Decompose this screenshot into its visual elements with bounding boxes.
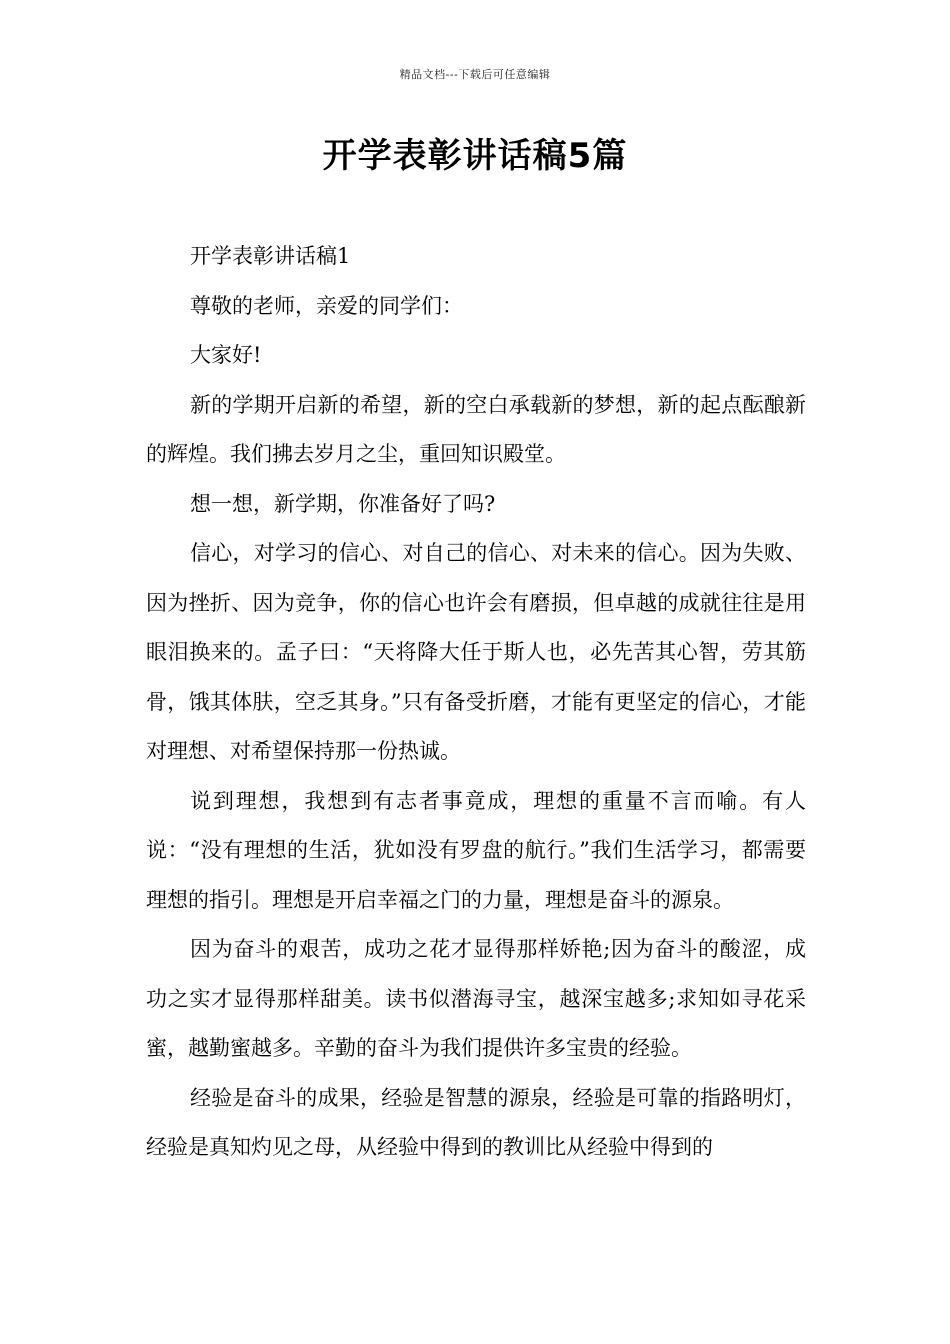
paragraph: 想一想，新学期，你准备好了吗? (190, 491, 496, 516)
section-heading: 开学表彰讲话稿1 (190, 244, 351, 268)
header-note: 精品文档---下载后可任意编辑 (399, 68, 551, 81)
paragraph: 说到理想，我想到有志者事竟成，理想的重量不言而喻。有人说：“没有理想的生活，犹如没有罗盘的航行。”我们生活学习，都需要理想的指引。理想是开启幸福之门的力量，理想是奋斗的源泉。 (146, 788, 806, 912)
document-title: 开学表彰讲话稿5篇 (322, 136, 628, 176)
paragraph: 因为奋斗的艰苦，成功之花才显得那样娇艳;因为奋斗的酸涩，成功之实才显得那样甜美。读书似潜海寻宝，越深宝越多;求知如寻花采蜜，越勤蜜越多。辛勤的奋斗为我们提供许多宝贵的经验。 (146, 937, 806, 1060)
paragraph: 经验是奋斗的成果，经验是智慧的源泉，经验是可靠的指路明灯，经验是真知灼见之母，从经验中得到的教训比从经验中得到的 (146, 1085, 806, 1159)
document-body (146, 232, 806, 1173)
paragraph: 新的学期开启新的希望，新的空白承载新的梦想，新的起点酝酿新的辉煌。我们拂去岁月之尘，重回知识殿堂。 (146, 392, 806, 466)
greeting: 大家好! (190, 343, 262, 367)
salutation: 尊敬的老师，亲爱的同学们： (190, 293, 463, 318)
paragraph: 信心，对学习的信心、对自己的信心、对未来的信心。因为失败、因为挫折、因为竞争，你的信心也许会有磨损，但卓越的成就往往是用眼泪换来的。孟子曰：“天将降大任于斯人也，必先苦其心智，劳其筋骨，饿其体肤，空乏其身。”只有备受折磨，才能有更坚定的信心，才能对理想、对希望保持那一份热诚。 (146, 541, 806, 763)
